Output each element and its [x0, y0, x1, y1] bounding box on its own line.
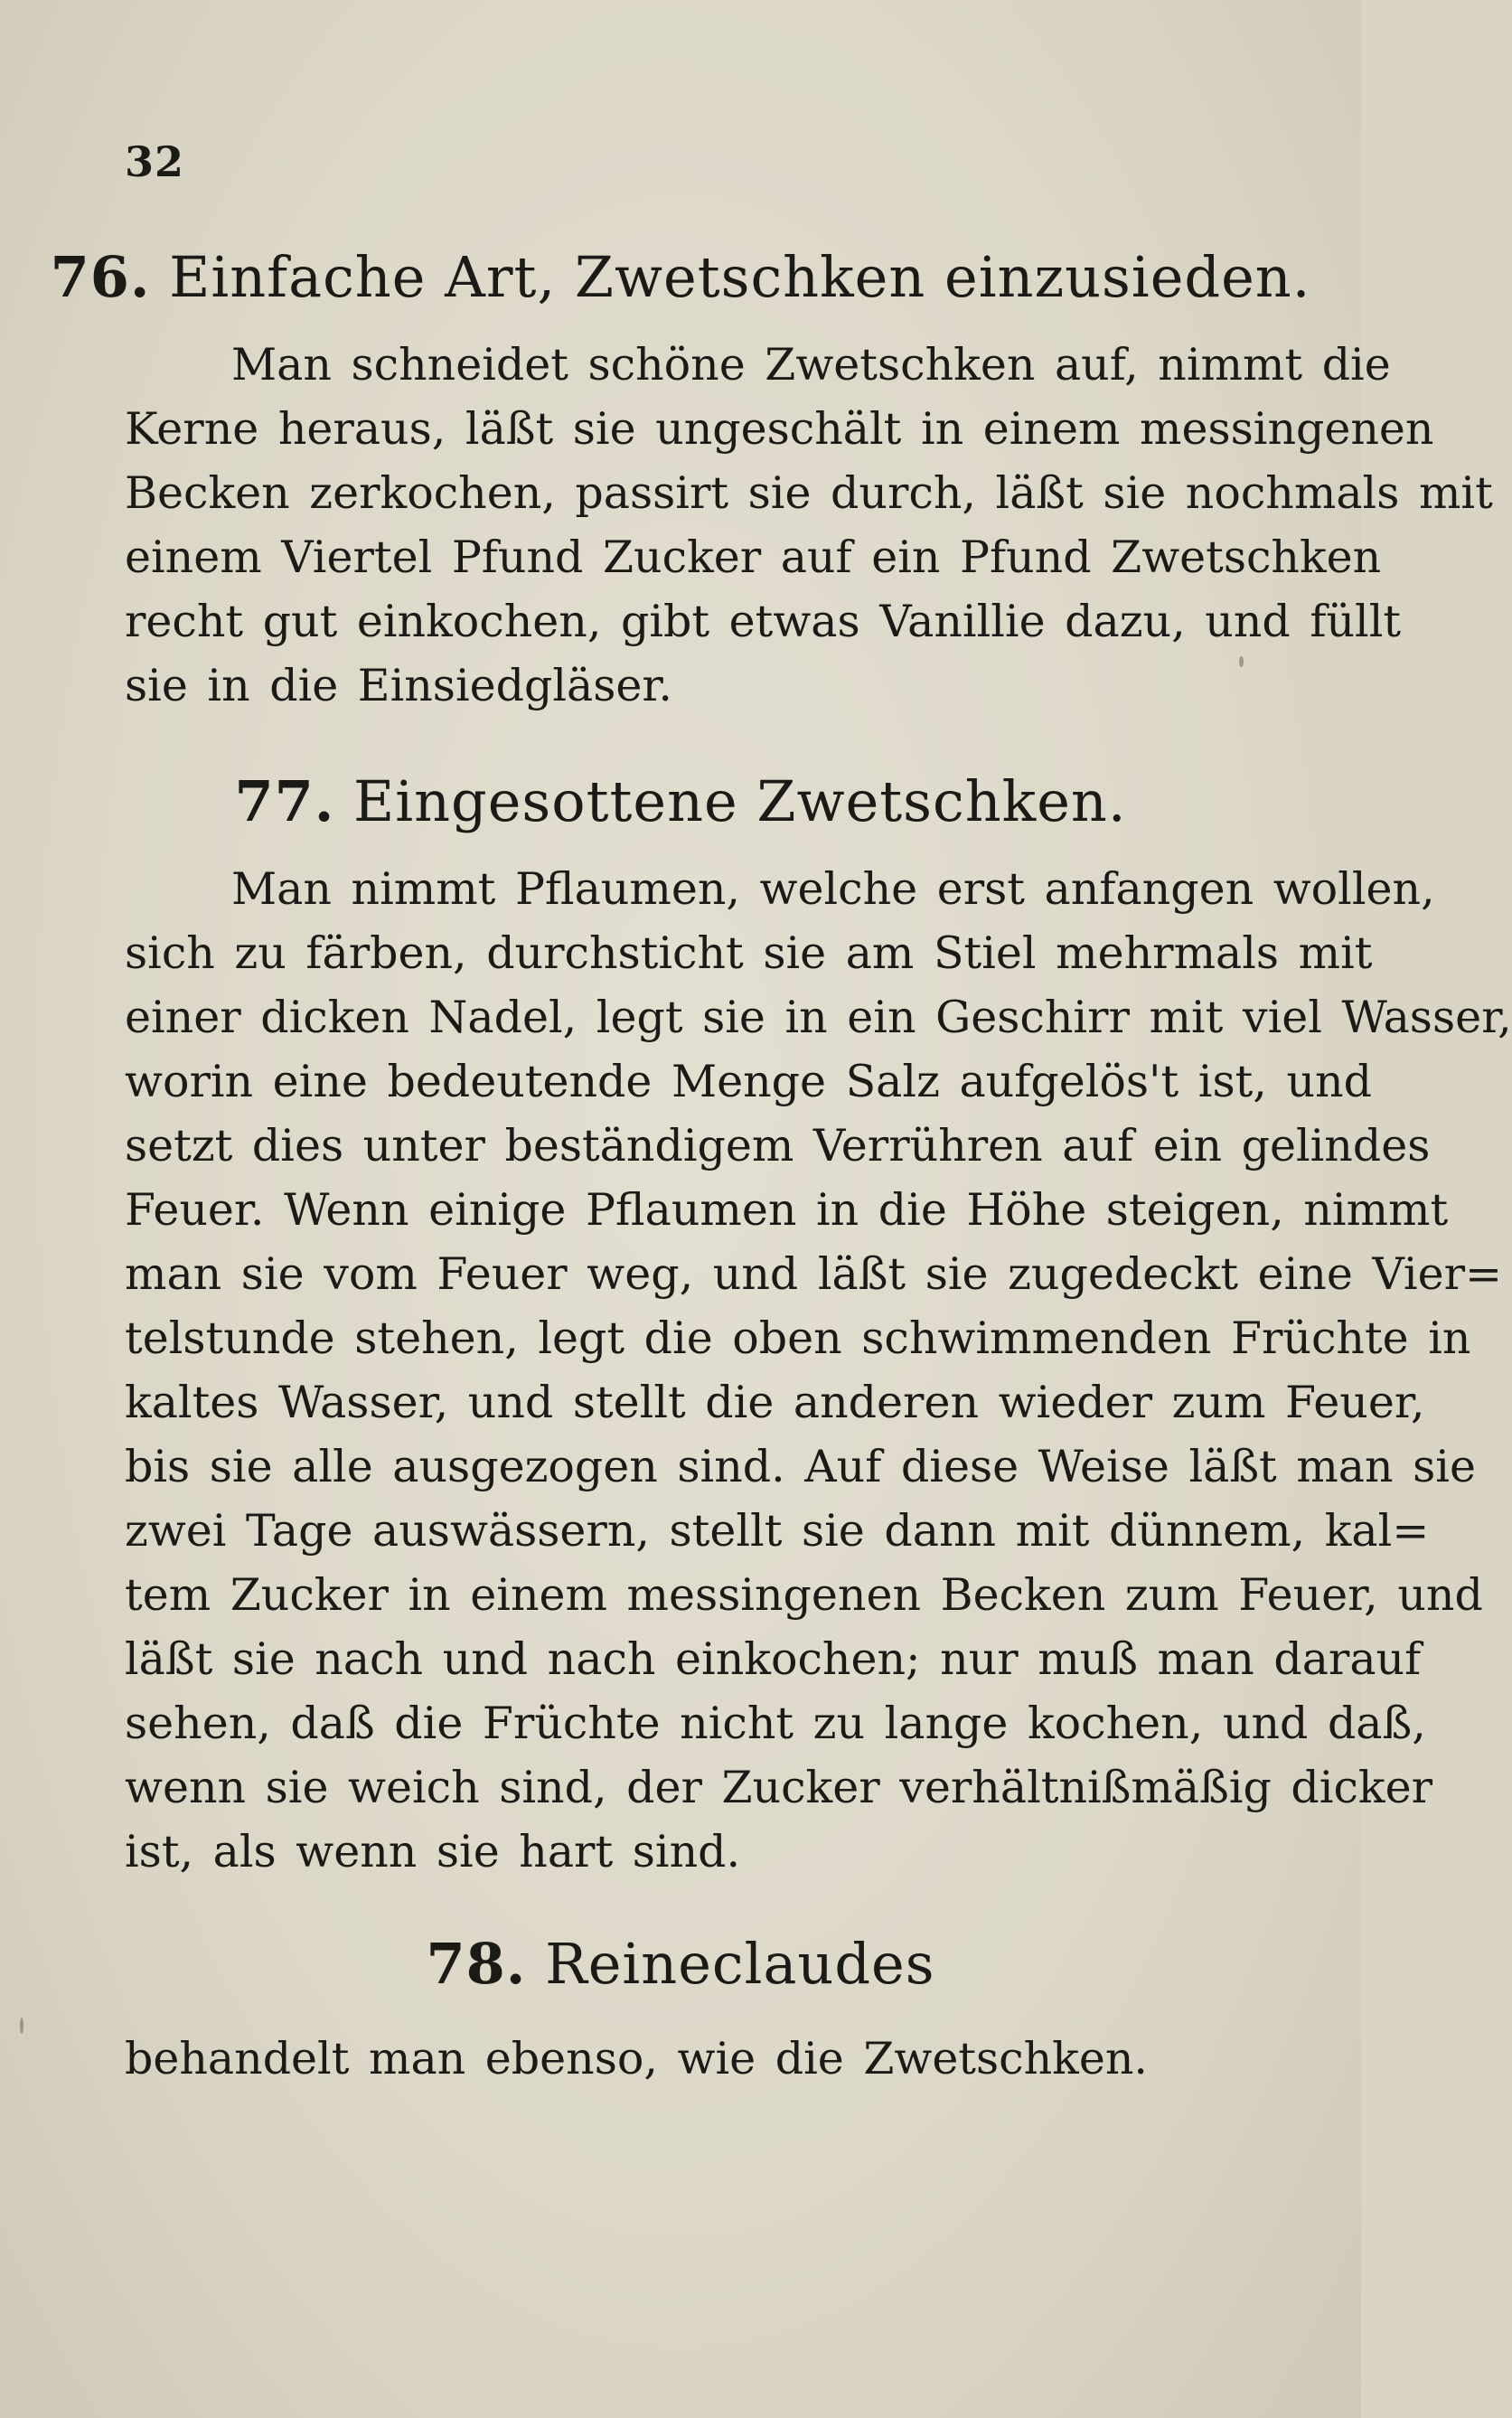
section-78-number: 78.	[426, 1931, 527, 1997]
paragraph-line: recht gut einkochen, gibt etwas Vanillie dazu, und füllt	[125, 596, 1402, 647]
section-77-number: 77.	[234, 768, 335, 834]
section-77-title: Eingesottene Zwetschken.	[353, 768, 1127, 834]
section-78-paragraph	[125, 2027, 1283, 2091]
paragraph-line: sich zu färben, durchsticht sie am Stiel mehrmals mit	[125, 927, 1373, 979]
paragraph-line: man sie vom Feuer weg, und läßt sie zugedeckt eine Vier=	[125, 1248, 1503, 1300]
paragraph-line: läßt sie nach und nach einkochen; nur muß man darauf	[125, 1633, 1422, 1685]
paragraph-line: tem Zucker in einem messingenen Becken zum Feuer, und	[125, 1569, 1483, 1621]
paragraph-line: kaltes Wasser, und stellt die anderen wieder zum Feuer,	[125, 1377, 1425, 1428]
paragraph-line: ist, als wenn sie hart sind.	[125, 1826, 741, 1877]
section-77-paragraph	[125, 857, 1512, 1884]
paragraph-line: worin eine bedeutende Menge Salz aufgelös't ist, und	[125, 1056, 1372, 1107]
section-76-heading	[0, 244, 1361, 310]
paragraph-line: Man schneidet schöne Zwetschken auf, nimmt die	[231, 339, 1391, 390]
section-76-title: Einfache Art, Zwetschken einzusieden.	[169, 244, 1311, 310]
paragraph-line: Man nimmt Pflaumen, welche erst anfangen wollen,	[231, 863, 1435, 915]
paragraph-line: sehen, daß die Früchte nicht zu lange kochen, und daß,	[125, 1698, 1426, 1749]
paragraph-line: sie in die Einsiedgläser.	[125, 660, 672, 711]
section-78-title: Reineclaudes	[545, 1931, 935, 1997]
paragraph-line: wenn sie weich sind, der Zucker verhältnißmäßig dicker	[125, 1762, 1433, 1813]
section-76-number: 76.	[50, 244, 151, 310]
paper-speck	[1239, 656, 1244, 667]
paragraph-line: zwei Tage auswässern, stellt sie dann mit dünnem, kal=	[125, 1505, 1430, 1557]
section-77-heading	[0, 768, 1361, 834]
paragraph-line: einem Viertel Pfund Zucker auf ein Pfund Zwetschken	[125, 532, 1382, 583]
section-76-paragraph	[125, 333, 1493, 718]
paragraph-line: Becken zerkochen, passirt sie durch, läßt sie nochmals mit	[125, 467, 1493, 519]
paragraph-line: einer dicken Nadel, legt sie in ein Geschirr mit viel Wasser,	[125, 992, 1512, 1043]
paragraph-line: telstunde stehen, legt die oben schwimmenden Früchte in	[125, 1312, 1471, 1364]
paragraph-line: setzt dies unter beständigem Verrühren auf ein gelindes	[125, 1120, 1431, 1171]
section-78-heading	[0, 1931, 1361, 1997]
paragraph-line: behandelt man ebenso, wie die Zwetschken.	[125, 2033, 1148, 2084]
page-number: 32	[125, 137, 185, 186]
paragraph-line: Feuer. Wenn einige Pflaumen in die Höhe steigen, nimmt	[125, 1184, 1449, 1236]
paragraph-line: Kerne heraus, läßt sie ungeschält in einem messingenen	[125, 403, 1434, 455]
paragraph-line: bis sie alle ausgezogen sind. Auf diese Weise läßt man sie	[125, 1441, 1476, 1492]
paper-speck	[20, 2018, 23, 2034]
